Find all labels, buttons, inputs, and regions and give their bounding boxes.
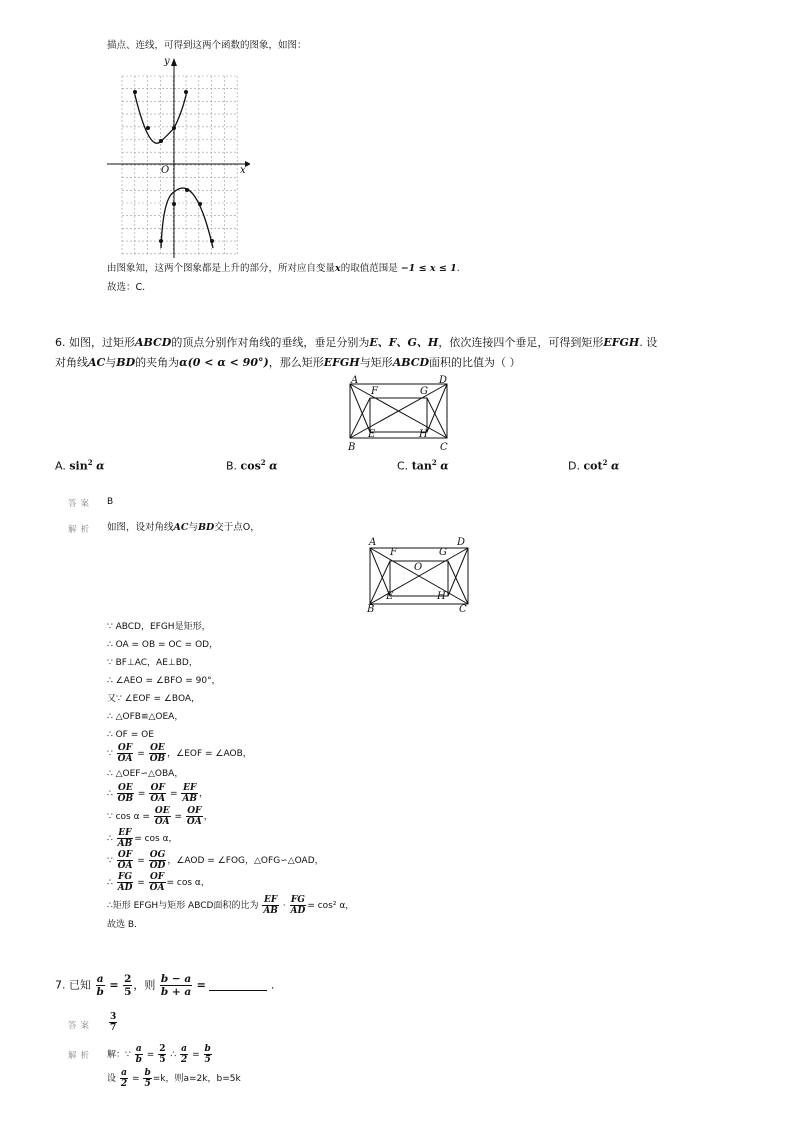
- fig2-F: F: [390, 547, 397, 558]
- q6-answer-label: 答案: [68, 499, 94, 509]
- q7-stem: 7. 已知 $\frac{a}{b}$ = $\frac{2}{5}$ ，则 $\frac{b - a}{b + a}$ = .: [55, 973, 275, 998]
- step-3: ∵ BF⊥AC，AE⊥BD，: [107, 658, 198, 668]
- q6-analysis-label: 解析: [68, 525, 94, 535]
- fig1-A: A: [351, 375, 359, 386]
- step-12: ∴ $\frac{EF}{AB}$ = cos α，: [107, 828, 178, 849]
- fig1-D: D: [439, 375, 448, 386]
- fig1-F: F: [371, 386, 378, 397]
- step-15: ∴矩形 EFGH与矩形 ABCD面积的比为 $\frac{EF}{AB}$ · $\frac{FG}{AD}$ = cos² α，: [107, 895, 355, 916]
- step-2: ∴ OA = OB = OC = OD，: [107, 640, 219, 650]
- step-4: ∴ ∠AEO = ∠BFO = 90°，: [107, 676, 221, 686]
- fig2-O: O: [414, 562, 423, 573]
- q7-answer-blank[interactable]: [209, 980, 267, 991]
- step-5: 又∵ ∠EOF = ∠BOA，: [107, 694, 201, 704]
- fig2-D: D: [457, 537, 466, 548]
- fig2-C: C: [459, 604, 467, 615]
- q6-option-d[interactable]: D. $\cot^2 \alpha$: [568, 458, 620, 473]
- fig1-E: E: [368, 429, 376, 440]
- fig2-H: H: [437, 591, 446, 602]
- q7-answer-label: 答案: [68, 1021, 94, 1031]
- fig1-G: G: [420, 386, 428, 397]
- step-14: ∴ $\frac{FG}{AD}$ = $\frac{OF}{OA}$ = cos α，: [107, 872, 210, 893]
- step-7: ∴ OF = OE: [107, 730, 154, 740]
- q6-option-a[interactable]: A. $\sin^2 \alpha$: [55, 458, 105, 473]
- fig2-A: A: [369, 537, 377, 548]
- q7-answer: $\frac{3}{7}$: [110, 1012, 117, 1033]
- q7-analysis-label: 解析: [68, 1051, 94, 1061]
- intro-conclusion: 由图象知，这两个图象都是上升的部分，所对应自变量x的取值范围是 −1 ≤ x ≤ 1.: [107, 263, 460, 274]
- q7-analysis-line1: 解：∵ $\frac{a}{b}$ = $\frac{2}{5}$ ∴ $\frac{a}{2}$ = $\frac{b}{5}$: [107, 1044, 211, 1065]
- fig1-H: H: [419, 429, 428, 440]
- fig2-E: E: [386, 591, 394, 602]
- intro-text: 描点、连线，可得到这两个函数的图象，如图：: [107, 40, 307, 51]
- step-9: ∴ △OEF∽△OBA，: [107, 769, 184, 779]
- q6-option-b[interactable]: B. $\cos^2 \alpha$: [226, 458, 278, 473]
- q6-analysis-intro: 如图，设对角线AC与BD交于点O，: [107, 522, 260, 533]
- step-13: ∵ $\frac{OF}{OA}$ = $\frac{OG}{OD}$ ，∠AOD = ∠FOG，△OFG∽△OAD，: [107, 850, 324, 871]
- step-1: ∵ ABCD，EFGH是矩形，: [107, 622, 211, 632]
- q7-analysis-line2: 设 $\frac{a}{2}$ = $\frac{b}{5}$ =k，则a=2k，b=5k: [107, 1068, 241, 1089]
- y-axis-label: y: [164, 56, 170, 67]
- fig2-G: G: [439, 547, 447, 558]
- q6-line2: 对角线AC与BD的夹角为α(0 < α < 90°)，那么矩形EFGH与矩形ABCD面积的比值为（ ）: [55, 356, 521, 369]
- intro-answer: 故选：C.: [107, 282, 146, 293]
- fig1-B: B: [348, 442, 356, 453]
- q6-line1: 6. 如图，过矩形ABCD的顶点分别作对角线的垂线，垂足分别为E、F、G、H，依次连接四个垂足，可得到矩形EFGH. 设: [55, 336, 658, 349]
- q6-option-c[interactable]: C. $\tan^2 \alpha$: [397, 458, 449, 473]
- fig2-B: B: [367, 604, 375, 615]
- step-11: ∵ cos α = $\frac{OE}{OA}$ = $\frac{OF}{OA}$ ，: [107, 806, 213, 827]
- step-16: 故选 B.: [107, 920, 137, 930]
- fig1-C: C: [440, 442, 448, 453]
- x-axis-label: x: [240, 165, 246, 176]
- step-8: ∵ $\frac{OF}{OA}$ = $\frac{OE}{OB}$ ，∠EOF = ∠AOB，: [107, 743, 252, 764]
- step-10: ∴ $\frac{OE}{OB}$ = $\frac{OF}{OA}$ = $\frac{EF}{AB}$ ，: [107, 783, 209, 804]
- origin-label: O: [161, 165, 170, 176]
- function-graph: [105, 58, 250, 258]
- step-6: ∴ △OFB≌△OEA，: [107, 712, 184, 722]
- q6-answer: B: [107, 497, 114, 507]
